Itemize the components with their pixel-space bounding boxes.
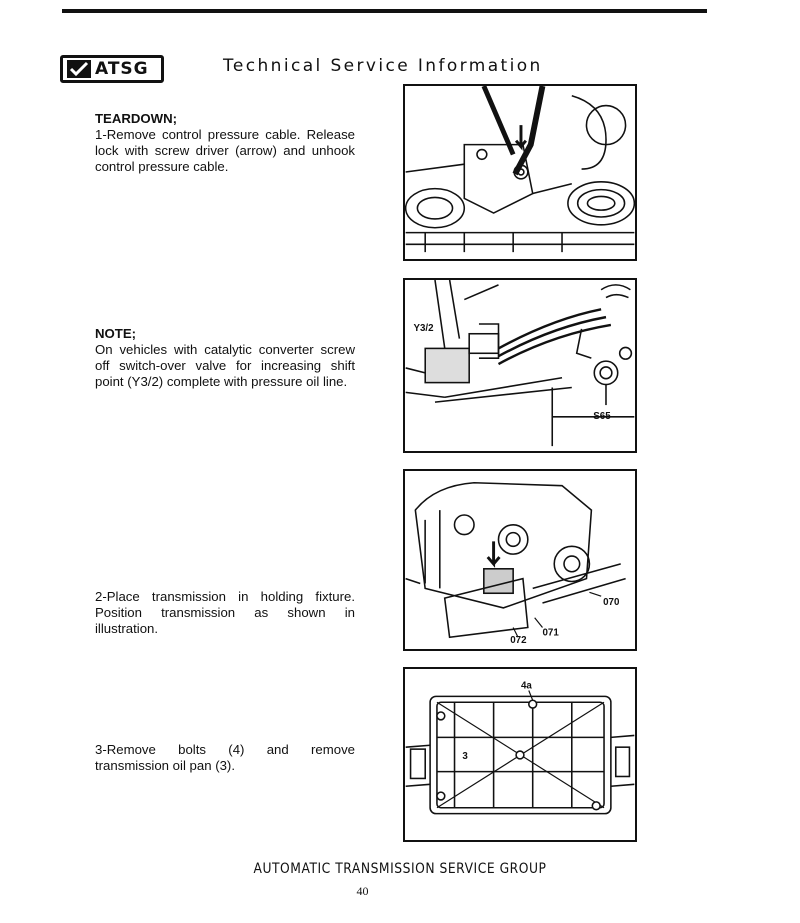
- page-number: 40: [356, 884, 369, 898]
- step-3-section: [95, 742, 355, 774]
- oil-pan-illustration: [405, 669, 635, 840]
- fixture-illustration: [405, 471, 635, 649]
- top-rule: [62, 9, 707, 13]
- step-2-section: [95, 589, 355, 637]
- step-3-text: 3-Remove bolts (4) and remove transmission oil pan (3).: [95, 742, 355, 773]
- teardown-heading: TEARDOWN;: [95, 111, 178, 126]
- step-2-text: 2-Place transmission in holding fixture. Position transmission as shown in illustration.: [95, 589, 355, 636]
- note-text: On vehicles with catalytic converter screw off switch-over valve for increasing shift point (Y3/2) complete with pressure oil line.: [95, 342, 355, 389]
- label-3: 3: [462, 750, 468, 762]
- footer-organization: AUTOMATIC TRANSMISSION SERVICE GROUP: [253, 861, 547, 877]
- atsg-logo: [60, 55, 164, 83]
- label-s65: S65: [593, 410, 611, 422]
- teardown-section: [95, 111, 355, 175]
- figure-holding-fixture: [403, 469, 637, 651]
- label-y3-2: Y3/2: [413, 322, 434, 334]
- logo-text: ATSG: [95, 58, 149, 79]
- label-070: 070: [603, 596, 620, 608]
- figure-switch-over-valve: [403, 278, 637, 453]
- checkmark-icon: [67, 60, 91, 78]
- page-title: Technical Service Information: [223, 56, 543, 76]
- figure-control-pressure-cable: [403, 84, 637, 261]
- valve-illustration: [405, 280, 635, 451]
- note-section: [95, 326, 355, 390]
- arrow-icon: [488, 541, 500, 563]
- label-071: 071: [542, 627, 559, 639]
- figure-oil-pan: [403, 667, 637, 842]
- note-heading: NOTE;: [95, 326, 137, 341]
- label-4a: 4a: [520, 680, 532, 692]
- cable-illustration: [405, 86, 635, 259]
- teardown-step-1: 1-Remove control pressure cable. Release lock with screw driver (arrow) and unhook control pressure cable.: [95, 127, 355, 174]
- label-072: 072: [510, 635, 527, 647]
